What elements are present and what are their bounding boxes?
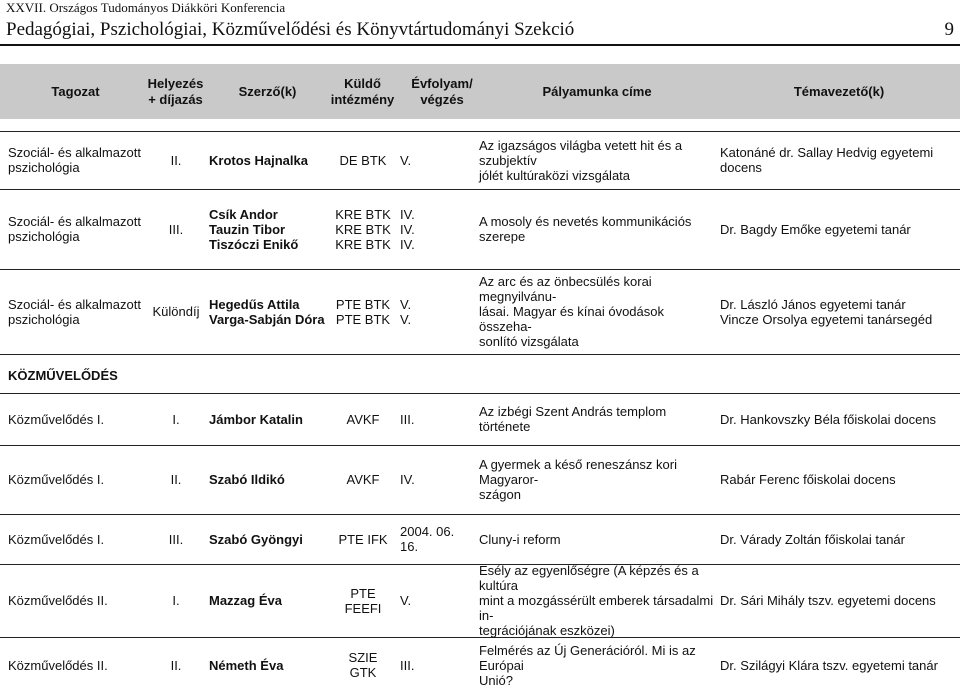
cell-kuldo [334, 393, 392, 445]
cell-text: Dr. Bagdy Emőke egyetemi tanár [720, 221, 911, 237]
section-title: Pedagógiai, Pszichológiai, Közművelődési és Könyvtártudományi Szekció [6, 19, 575, 40]
cell-text: II. [170, 472, 182, 487]
cell-cim [479, 189, 717, 269]
cell-text: Tiszóczi Enikő [209, 236, 299, 252]
cell-text: KRE BTK [335, 206, 391, 222]
cell-text: Cluny-i reform [479, 531, 561, 547]
cell-temavezeto [720, 564, 960, 637]
cell-text: V. [400, 152, 412, 168]
cell-text: Unió? [479, 672, 513, 688]
cell-helyezes [150, 637, 202, 693]
cell-cim [479, 393, 717, 445]
cell-text: IV. [400, 221, 415, 237]
row-divider [0, 354, 960, 355]
cell-text: AVKF [346, 472, 380, 487]
cell-evfolyam [400, 514, 472, 564]
cell-cim [479, 514, 717, 564]
cell-kuldo [334, 269, 392, 354]
cell-tagozat [8, 189, 148, 269]
col-temavezeto: Témavezető(k) [793, 83, 885, 99]
cell-tagozat [8, 131, 148, 189]
table-header [0, 64, 960, 119]
cell-text: tegrációjának eszközei) [479, 623, 615, 638]
cell-text: AVKF [346, 411, 380, 427]
cell-text: Szabó Gyöngyi [209, 531, 303, 547]
cell-szerzo [209, 564, 334, 637]
cell-tagozat [8, 393, 148, 445]
cell-text: PTE BTK [335, 296, 391, 312]
cell-text: pszichológia [8, 160, 80, 175]
cell-cim [479, 637, 717, 693]
cell-helyezes [150, 131, 202, 189]
cell-tagozat [8, 445, 148, 514]
cell-temavezeto [720, 189, 960, 269]
col-kuldo: Küldő intézmény [330, 75, 395, 107]
cell-text: IV. [400, 206, 415, 222]
cell-szerzo [209, 131, 334, 189]
cell-text: Hegedűs Attila [209, 296, 300, 312]
table-row [0, 564, 960, 637]
cell-text: Rabár Ferenc főiskolai docens [720, 472, 896, 487]
cell-text: III. [168, 531, 184, 547]
cell-tagozat [8, 269, 148, 354]
cell-text: II. [170, 152, 182, 168]
cell-text: Németh Éva [209, 657, 284, 673]
cell-text: szágon [479, 487, 521, 502]
cell-text: Tauzin Tibor [209, 221, 286, 237]
cell-evfolyam [400, 269, 472, 354]
cell-szerzo [209, 445, 334, 514]
cell-text: KRE BTK [335, 221, 391, 237]
cell-evfolyam [400, 637, 472, 693]
cell-text: DE BTK [339, 152, 387, 168]
cell-evfolyam [400, 564, 472, 637]
cell-kuldo [334, 637, 392, 693]
cell-text: Közművelődés II. [8, 657, 108, 673]
cell-text: Dr. Várady Zoltán főiskolai tanár [720, 531, 905, 547]
cell-text: SZIE GTK [348, 650, 378, 680]
cell-temavezeto [720, 637, 960, 693]
cell-text: sonlító vizsgálata [479, 334, 579, 349]
cell-text: II. [170, 657, 182, 673]
cell-szerzo [209, 189, 334, 269]
cell-szerzo [209, 514, 334, 564]
cell-text: PTE IFK [338, 531, 388, 547]
col-szerzo: Szerző(k) [238, 83, 297, 99]
page-number: 9 [944, 19, 954, 40]
cell-text: 2004. 06. 16. [400, 524, 455, 554]
cell-text: PTE BTK [335, 311, 391, 327]
header-rule [0, 44, 960, 46]
cell-helyezes [150, 269, 202, 354]
cell-text: Felmérés az Új Generációról. Mi is az Európai [479, 642, 696, 673]
cell-text: Katonáné dr. Sallay Hedvig egyetemi docens [720, 145, 934, 175]
cell-temavezeto [720, 445, 960, 514]
cell-text: V. [400, 311, 412, 327]
cell-text: Az arc és az önbecsülés korai megnyilvánu- [479, 274, 652, 304]
cell-text: pszichológia [8, 229, 80, 244]
cell-text: mint a mozgássérült emberek társadalmi in- [479, 593, 714, 623]
cell-text: Szociál- és alkalmazott [8, 296, 141, 312]
cell-helyezes [150, 393, 202, 445]
cell-text: I. [172, 593, 180, 608]
cell-text: III. [400, 411, 415, 427]
cell-helyezes [150, 189, 202, 269]
cell-text: A gyermek a késő reneszánsz kori Magyaror- [479, 457, 677, 487]
cell-szerzo [209, 393, 334, 445]
cell-kuldo [334, 564, 392, 637]
cell-text: Szociál- és alkalmazott [8, 145, 141, 160]
cell-text: Krotos Hajnalka [209, 152, 308, 168]
cell-evfolyam [400, 445, 472, 514]
cell-evfolyam [400, 131, 472, 189]
cell-kuldo [334, 189, 392, 269]
col-helyezes: Helyezés + díjazás [147, 75, 204, 107]
cell-text: A mosoly és nevetés kommunikációs szerepe [479, 214, 692, 244]
cell-text: jólét kultúraközi vizsgálata [479, 167, 631, 183]
cell-tagozat [8, 637, 148, 693]
cell-text: Mazzag Éva [209, 593, 282, 608]
table-row [0, 393, 960, 445]
cell-text: Dr. Hankovszky Béla főiskolai docens [720, 411, 937, 427]
cell-text: V. [400, 296, 412, 312]
cell-helyezes [150, 445, 202, 514]
cell-cim [479, 269, 717, 354]
cell-text: Az izbégi Szent András templom története [479, 404, 667, 434]
cell-text: PTE FEEFI [344, 585, 382, 616]
cell-cim [479, 445, 717, 514]
cell-temavezeto [720, 393, 960, 445]
cell-kuldo [334, 445, 392, 514]
col-tagozat: Tagozat [51, 83, 100, 99]
cell-text: Szociál- és alkalmazott [8, 214, 141, 229]
cell-text: lásai. Magyar és kínai óvodások összeha- [479, 304, 664, 334]
cell-text: Esély az egyenlőségre (A képzés és a kultúra [479, 563, 699, 593]
cell-text: IV. [400, 236, 415, 252]
cell-evfolyam [400, 189, 472, 269]
cell-cim [479, 131, 717, 189]
cell-text: Jámbor Katalin [209, 411, 303, 427]
cell-text: III. [400, 657, 415, 673]
cell-evfolyam [400, 393, 472, 445]
subsection-title: KÖZMŰVELŐDÉS [8, 368, 118, 383]
cell-tagozat [8, 514, 148, 564]
conference-title: XXVII. Országos Tudományos Diákköri Konferencia [6, 0, 286, 15]
cell-szerzo [209, 269, 334, 354]
cell-text: Az igazságos világba vetett hit és a szubjektív [479, 137, 683, 168]
cell-text: IV. [400, 472, 415, 487]
cell-text: Közművelődés II. [8, 593, 108, 608]
cell-text: V. [400, 593, 412, 608]
cell-helyezes [150, 514, 202, 564]
cell-text: Dr. Szilágyi Klára tszv. egyetemi tanár [720, 657, 938, 673]
cell-temavezeto [720, 269, 960, 354]
table-row [0, 637, 960, 693]
cell-kuldo [334, 514, 392, 564]
cell-helyezes [150, 564, 202, 637]
cell-temavezeto [720, 514, 960, 564]
cell-text: Közművelődés I. [8, 411, 105, 427]
cell-text: Varga-Sabján Dóra [209, 311, 325, 327]
cell-text: Dr. Sári Mihály tszv. egyetemi docens [720, 593, 936, 608]
cell-text: Dr. László János egyetemi tanár [720, 296, 906, 312]
cell-text: pszichológia [8, 311, 80, 327]
table-row [0, 514, 960, 564]
cell-szerzo [209, 637, 334, 693]
cell-kuldo [334, 131, 392, 189]
table-row [0, 189, 960, 269]
cell-text: Különdíj [152, 304, 200, 319]
col-evfolyam: Évfolyam/ végzés [411, 75, 473, 107]
table-row [0, 131, 960, 189]
cell-cim [479, 564, 717, 637]
cell-text: Közművelődés I. [8, 472, 105, 487]
cell-text: KRE BTK [335, 236, 391, 252]
cell-text: Közművelődés I. [8, 531, 105, 547]
cell-text: III. [168, 221, 184, 237]
cell-text: Vincze Orsolya egyetemi tanársegéd [720, 311, 933, 327]
col-cim: Pályamunka címe [542, 83, 652, 99]
cell-tagozat [8, 564, 148, 637]
cell-text: Szabó Ildikó [209, 472, 285, 487]
table-row [0, 445, 960, 514]
cell-text: I. [172, 411, 180, 427]
cell-temavezeto [720, 131, 960, 189]
cell-text: Csík Andor [209, 206, 278, 222]
table-row [0, 269, 960, 354]
